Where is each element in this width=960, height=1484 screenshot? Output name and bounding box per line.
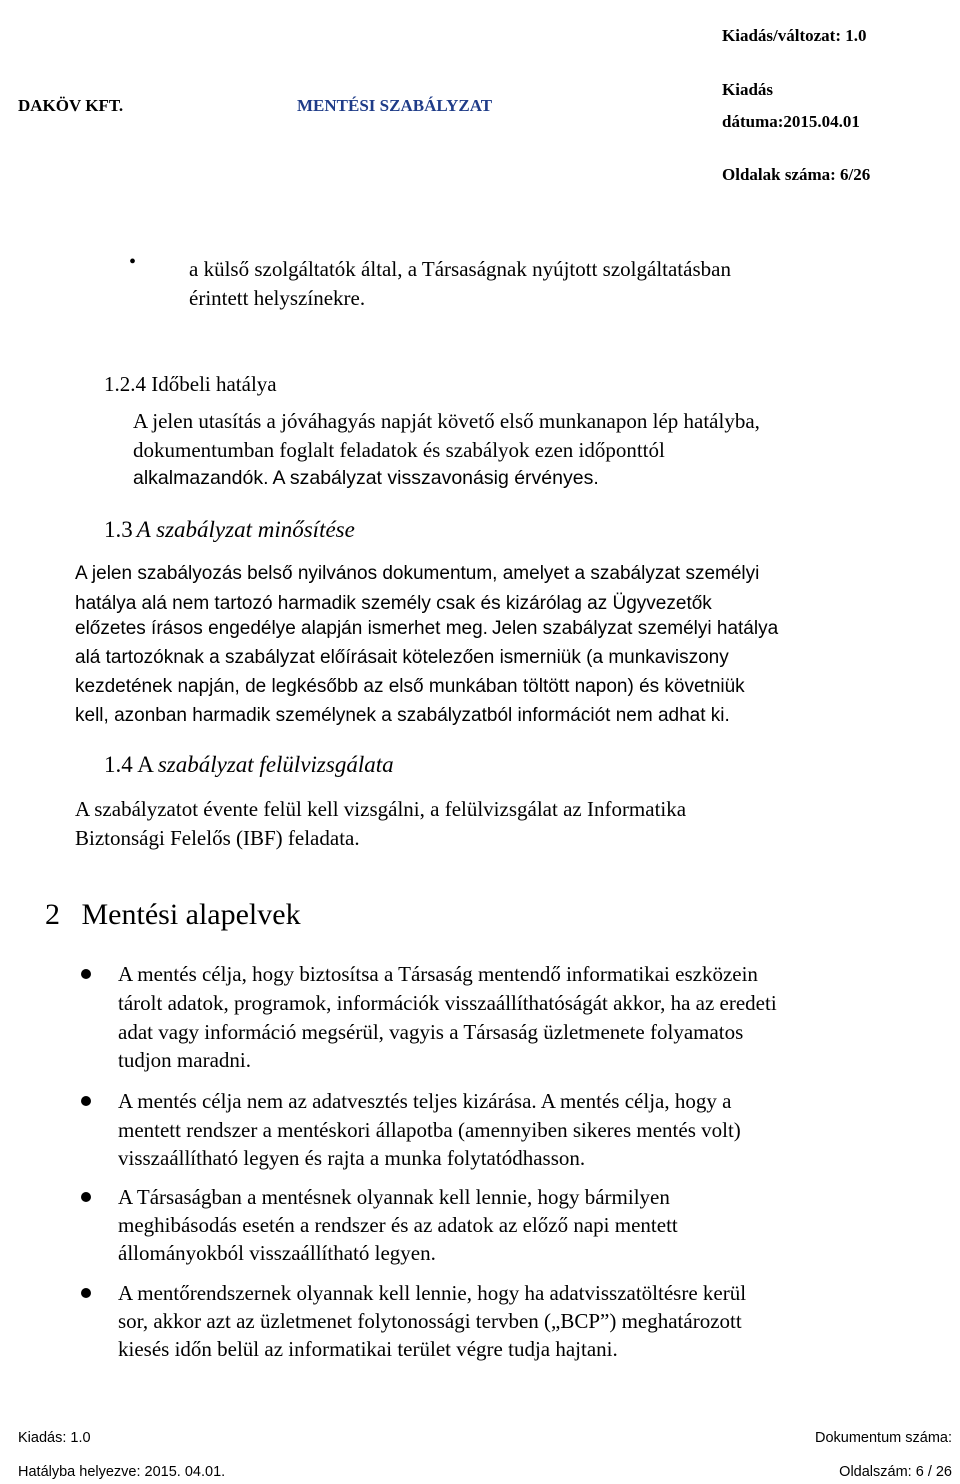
bullet-line: a külső szolgáltatók által, a Társaságnak nyújtott szolgáltatásban	[189, 257, 731, 281]
paragraph-line: A szabályzatot évente felül kell vizsgálni, a felülvizsgálat az Informatika	[75, 797, 687, 821]
section-title: szabályzat felülvizsgálata	[157, 752, 394, 777]
footer-effective-date: Hatályba helyezve: 2015. 04.01.	[18, 1464, 226, 1480]
list-line: adat vagy információ megsérül, vagyis a Társaság üzletmenete folyamatos	[118, 1020, 744, 1044]
section-number: 1.4 A	[104, 752, 154, 777]
section-number: 1.3	[104, 517, 133, 542]
paragraph-line	[75, 614, 880, 644]
list-line: A Társaságban a mentésnek olyannak kell lennie, hogy bármilyen	[118, 1185, 670, 1209]
edition-date-label: Kiadás	[722, 80, 774, 99]
bullet-marker	[81, 1288, 91, 1298]
document-title: MENTÉSI SZABÁLYZAT	[297, 96, 493, 115]
list-line: A mentés célja nem az adatvesztés teljes kizárása. A mentés célja, hogy a	[118, 1089, 732, 1113]
paragraph-line: kezdetének napján, de legkésőbb az első munkában töltött napon) és követniük	[75, 676, 745, 697]
list-line: mentett rendszer a mentéskori állapotba (amennyiben sikeres mentés volt)	[118, 1118, 741, 1142]
paragraph-line	[133, 464, 599, 492]
paragraph-line: hatálya alá nem tartozó harmadik személy csak és kizárólag az Ügyvezetők	[75, 593, 712, 614]
footer-document-number: Dokumentum száma:	[815, 1430, 952, 1446]
bullet-marker	[81, 1096, 91, 1106]
list-line: A mentés célja, hogy biztosítsa a Társaság mentendő informatikai eszközein	[118, 962, 758, 986]
chapter-heading	[45, 898, 301, 932]
list-line: kiesés időn belül az informatikai terület végre tudja hajtani.	[118, 1337, 618, 1361]
text-span: Jelen szabályzat személyi hatálya	[491, 618, 779, 639]
paragraph-line: Biztonsági Felelős (IBF) feladata.	[75, 826, 360, 850]
paragraph-line: dokumentumban foglalt feladatok és szabályok ezen időponttól	[133, 438, 665, 462]
paragraph-line: A jelen szabályozás belső nyilvános dokumentum, amelyet a szabályzat személyi	[75, 563, 760, 584]
paragraph-line: alá tartozóknak a szabályzat előírásait kötelezően ismerniük (a munkaviszony	[75, 647, 729, 668]
footer-edition: Kiadás: 1.0	[18, 1430, 91, 1446]
company-name: DAKÖV KFT.	[18, 96, 124, 115]
bullet-marker: •	[129, 251, 137, 273]
text-span: A szabályzat visszavonásig érvényes.	[272, 467, 599, 489]
paragraph-line: kell, azonban harmadik személynek a szabályzatból információt nem adhat ki.	[75, 705, 730, 726]
footer-page-number: Oldalszám: 6 / 26	[839, 1464, 952, 1480]
text-span: előzetes írásos engedélye alapján ismerhet meg.	[75, 618, 488, 639]
section-heading: 1.2.4 Időbeli hatálya	[104, 372, 277, 396]
chapter-number: 2	[45, 898, 60, 931]
list-line: visszaállítható legyen és rajta a munka folytatódhasson.	[118, 1146, 586, 1170]
bullet-line: érintett helyszínekre.	[189, 286, 366, 310]
paragraph-line: A jelen utasítás a jóváhagyás napját követő első munkanapon lép hatályba,	[133, 409, 760, 433]
section-heading	[104, 752, 394, 778]
section-heading	[104, 517, 355, 543]
list-line: állományokból visszaállítható legyen.	[118, 1241, 436, 1265]
edition-version: Kiadás/változat: 1.0	[722, 26, 867, 45]
list-line: tárolt adatok, programok, információk visszaállíthatóságát akkor, ha az eredeti	[118, 991, 777, 1015]
list-line: A mentőrendszernek olyannak kell lennie, hogy ha adatvisszatöltésre kerül	[118, 1281, 747, 1305]
chapter-title: Mentési alapelvek	[81, 898, 301, 931]
edition-date: dátuma:2015.04.01	[722, 112, 860, 131]
section-title: A szabályzat minősítése	[136, 517, 355, 542]
list-line: meghibásodás esetén a rendszer és az adatok az előző napi mentett	[118, 1213, 678, 1237]
page-count: Oldalak száma: 6/26	[722, 165, 871, 184]
text-span: alkalmazandók.	[133, 467, 269, 489]
bullet-marker	[81, 969, 91, 979]
bullet-marker	[81, 1192, 91, 1202]
list-line: tudjon maradni.	[118, 1048, 251, 1072]
list-line: sor, akkor azt az üzletmenet folytonossági tervben („BCP”) meghatározott	[118, 1309, 742, 1333]
